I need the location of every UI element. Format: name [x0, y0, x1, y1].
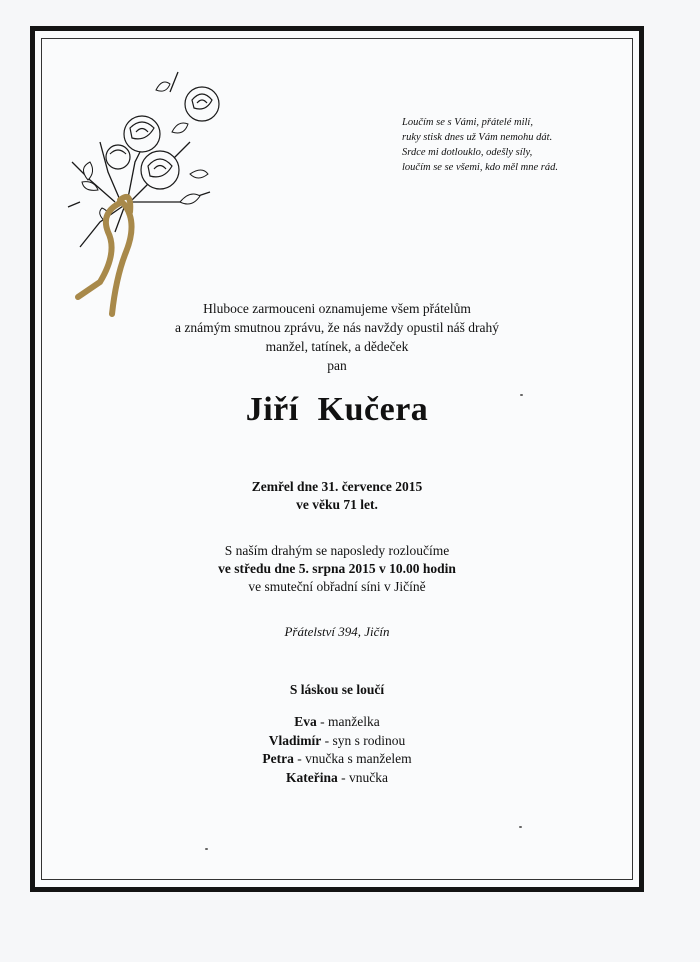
intro-line: pan	[327, 358, 347, 373]
farewell-poem	[402, 115, 612, 175]
intro-line: Hluboce zarmouceni oznamujeme všem přátelům	[203, 301, 471, 316]
mourner-role: - manželka	[316, 714, 380, 729]
list-item	[41, 750, 633, 769]
mourner-name: Eva	[294, 714, 317, 729]
list-item	[41, 732, 633, 751]
poem-line: Loučím se s Vámi, přátelé milí,	[402, 117, 533, 128]
list-item	[41, 769, 633, 788]
mourner-name: Petra	[262, 751, 294, 766]
mourner-role: - vnučka	[337, 769, 388, 785]
announcement-text	[41, 299, 633, 375]
funeral-place: ve smuteční obřadní síni v Jičíně	[248, 579, 426, 594]
mourners-list	[41, 713, 633, 787]
mourners-heading: S láskou se loučí	[289, 682, 385, 697]
scan-speck	[519, 826, 522, 828]
family-address: Přátelství 394, Jičín	[284, 624, 390, 639]
intro-line: a známým smutnou zprávu, že nás navždy opustil náš drahý	[175, 320, 499, 335]
funeral-line: S naším drahým se naposledy rozloučíme	[224, 543, 450, 558]
mourner-name: Vladimír	[268, 732, 322, 748]
mourner-role: - syn s rodinou	[321, 732, 406, 748]
funeral-datetime: ve středu dne 5. srpna 2015 v 10.00 hodin	[218, 561, 456, 576]
funeral-info	[41, 542, 633, 596]
poem-line: Srdce mi dotlouklo, odešly síly,	[402, 147, 533, 158]
rose-bouquet-icon	[60, 62, 235, 324]
mourner-name: Kateřina	[286, 769, 338, 785]
death-date: Zemřel dne 31. července 2015	[251, 479, 423, 494]
poem-line: ruky stisk dnes už Vám nemohu dát.	[402, 132, 553, 143]
death-info	[41, 478, 633, 514]
mourner-role: - vnučka s manželem	[293, 751, 412, 766]
scan-speck	[205, 848, 208, 850]
death-age: ve věku 71 let.	[296, 497, 378, 512]
scan-speck	[520, 394, 523, 396]
deceased-name: Jiří Kučera	[245, 391, 429, 428]
intro-line: manžel, tatínek, a dědeček	[265, 339, 409, 354]
list-item	[41, 713, 633, 732]
poem-line: loučím se se všemi, kdo měl mne rád.	[402, 162, 559, 173]
